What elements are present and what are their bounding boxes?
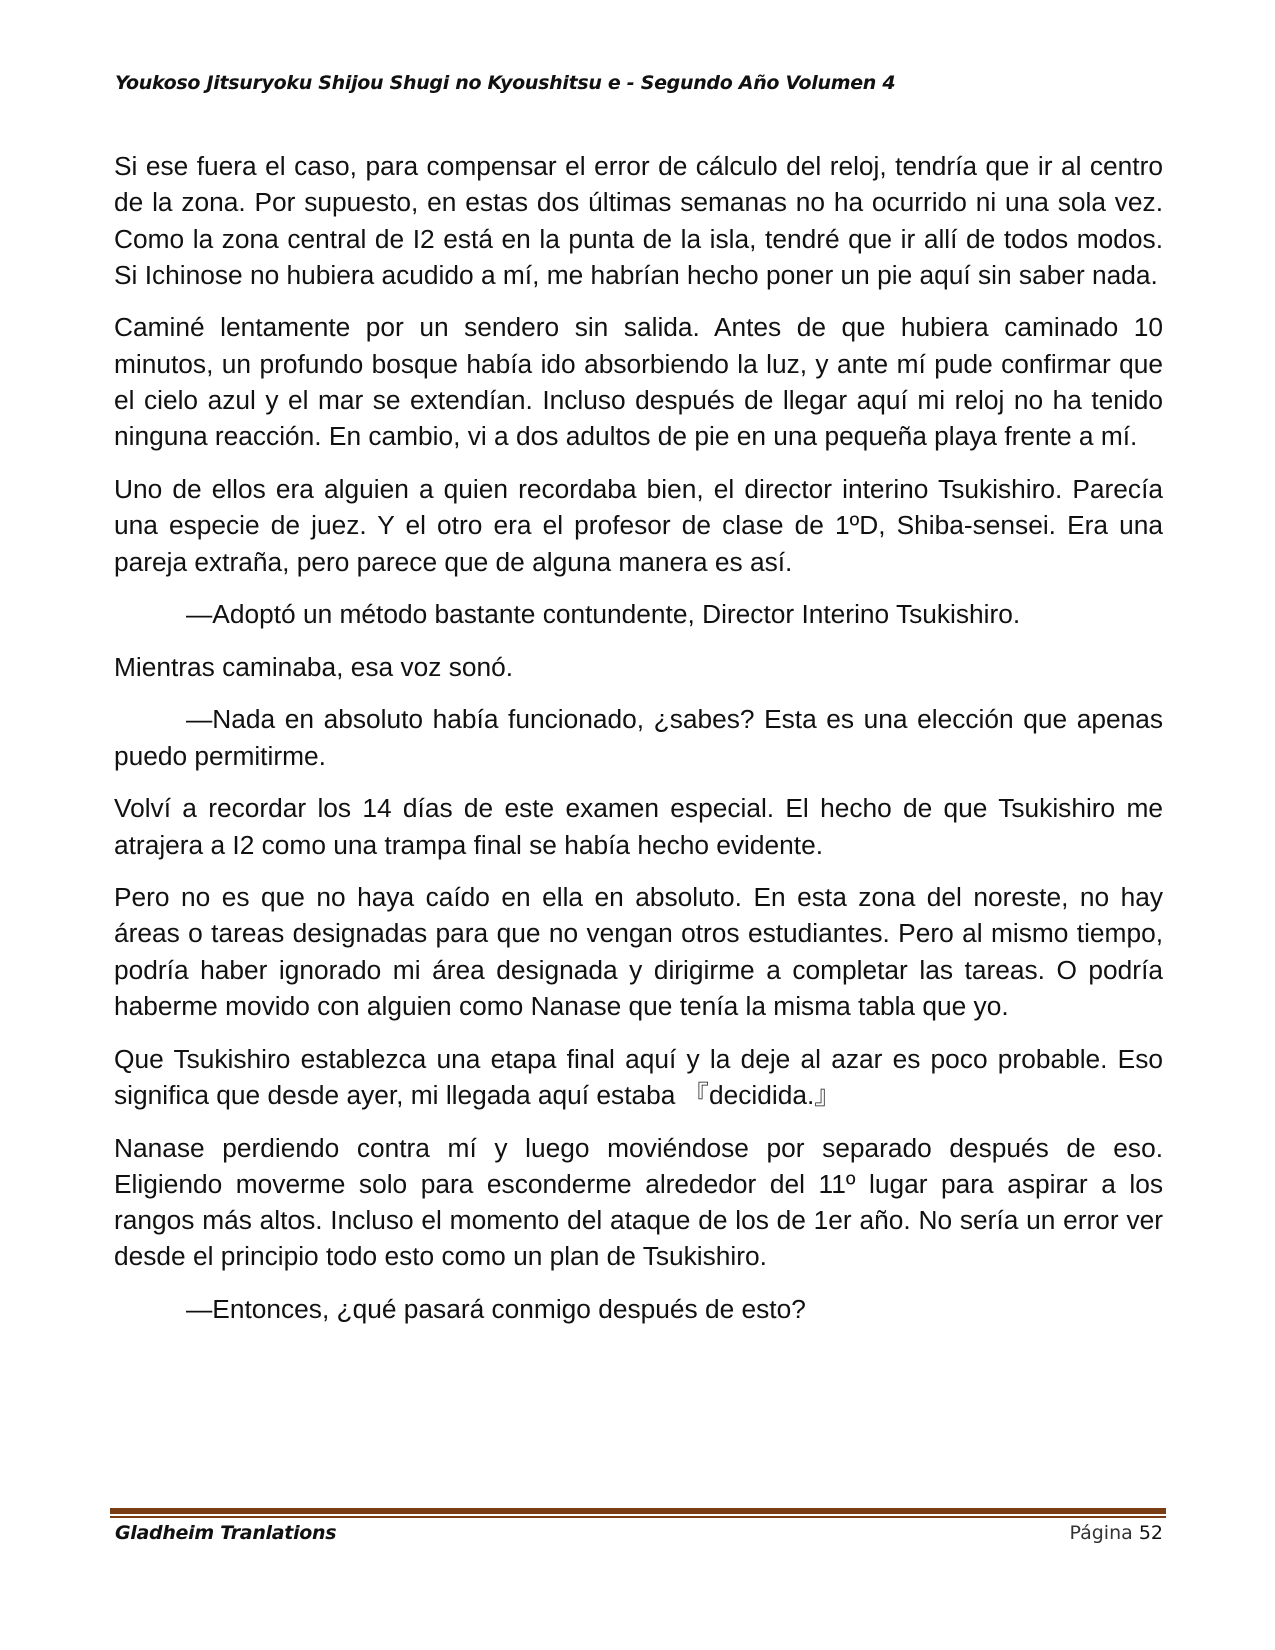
footer-rule xyxy=(110,1508,1166,1514)
footer-credit: Gladheim Tranlations xyxy=(115,1522,337,1544)
page-number-value: 52 xyxy=(1138,1522,1163,1544)
page-label: Página xyxy=(1069,1522,1133,1544)
paragraph: Nanase perdiendo contra mí y luego moviéndose por separado después de eso. Eligiendo moverme solo para esconderme alrededor del 11º lugar para aspirar a los rangos más altos. Incluso el momento del ataque de los de 1er año. No sería un error ver desde el principio todo esto como un plan de Tsukishiro. xyxy=(114,1132,1163,1272)
paragraph: Si ese fuera el caso, para compensar el error de cálculo del reloj, tendría que ir al centro de la zona. Por supuesto, en estas dos últimas semanas no ha ocurrido ni una sola vez. Como la zona central de I2 está en la punta de la isla, tendré que ir allí de todos modos. Si Ichinose no hubiera acudido a mí, me habrían hecho poner un pie aquí sin saber nada. xyxy=(114,151,1163,290)
paragraph: Caminé lentamente por un sendero sin salida. Antes de que hubiera caminado 10 minutos, un profundo bosque había ido absorbiendo la luz, y ante mí pude confirmar que el cielo azul y el mar se extendían. Incluso después de llegar aquí mi reloj no ha tenido ninguna reacción. En cambio, vi a dos adultos de pie en una pequeña playa frente a mí. xyxy=(114,312,1163,452)
dialogue-paragraph: —Entonces, ¿qué pasará conmigo después de esto? xyxy=(186,1293,806,1324)
body-text xyxy=(114,148,1163,1344)
footer-rule-thin xyxy=(110,1516,1166,1518)
dialogue-paragraph: —Adoptó un método bastante contundente, Director Interino Tsukishiro. xyxy=(186,599,1021,630)
running-header: Youkoso Jitsuryoku Shijou Shugi no Kyoushitsu e - Segundo Año Volumen 4 xyxy=(115,72,896,94)
paragraph: Pero no es que no haya caído en ella en absoluto. En esta zona del noreste, no hay áreas o tareas designadas para que no vengan otros estudiantes. Pero al mismo tiempo, podría haber ignorado mi área designada y dirigirme a completar las tareas. O podría haberme movido con alguien como Nanase que tenía la misma tabla que yo. xyxy=(114,882,1163,1022)
paragraph: Que Tsukishiro establezca una etapa final aquí y la deje al azar es poco probable. Eso significa que desde ayer, mi llegada aquí estaba 『decidida.』 xyxy=(114,1043,1163,1110)
dialogue-paragraph: —Nada en absoluto había funcionado, ¿sabes? Esta es una elección que apenas puedo permitirme. xyxy=(114,704,1163,771)
paragraph: Uno de ellos era alguien a quien recordaba bien, el director interino Tsukishiro. Parecía una especie de juez. Y el otro era el profesor de clase de 1ºD, Shiba-sensei. Era una pareja extraña, pero parece que de alguna manera es así. xyxy=(114,473,1163,577)
paragraph: Volví a recordar los 14 días de este examen especial. El hecho de que Tsukishiro me atrajera a I2 como una trampa final se había hecho evidente. xyxy=(114,793,1163,860)
page-number xyxy=(1069,1522,1163,1544)
paragraph: Mientras caminaba, esa voz sonó. xyxy=(114,651,514,682)
